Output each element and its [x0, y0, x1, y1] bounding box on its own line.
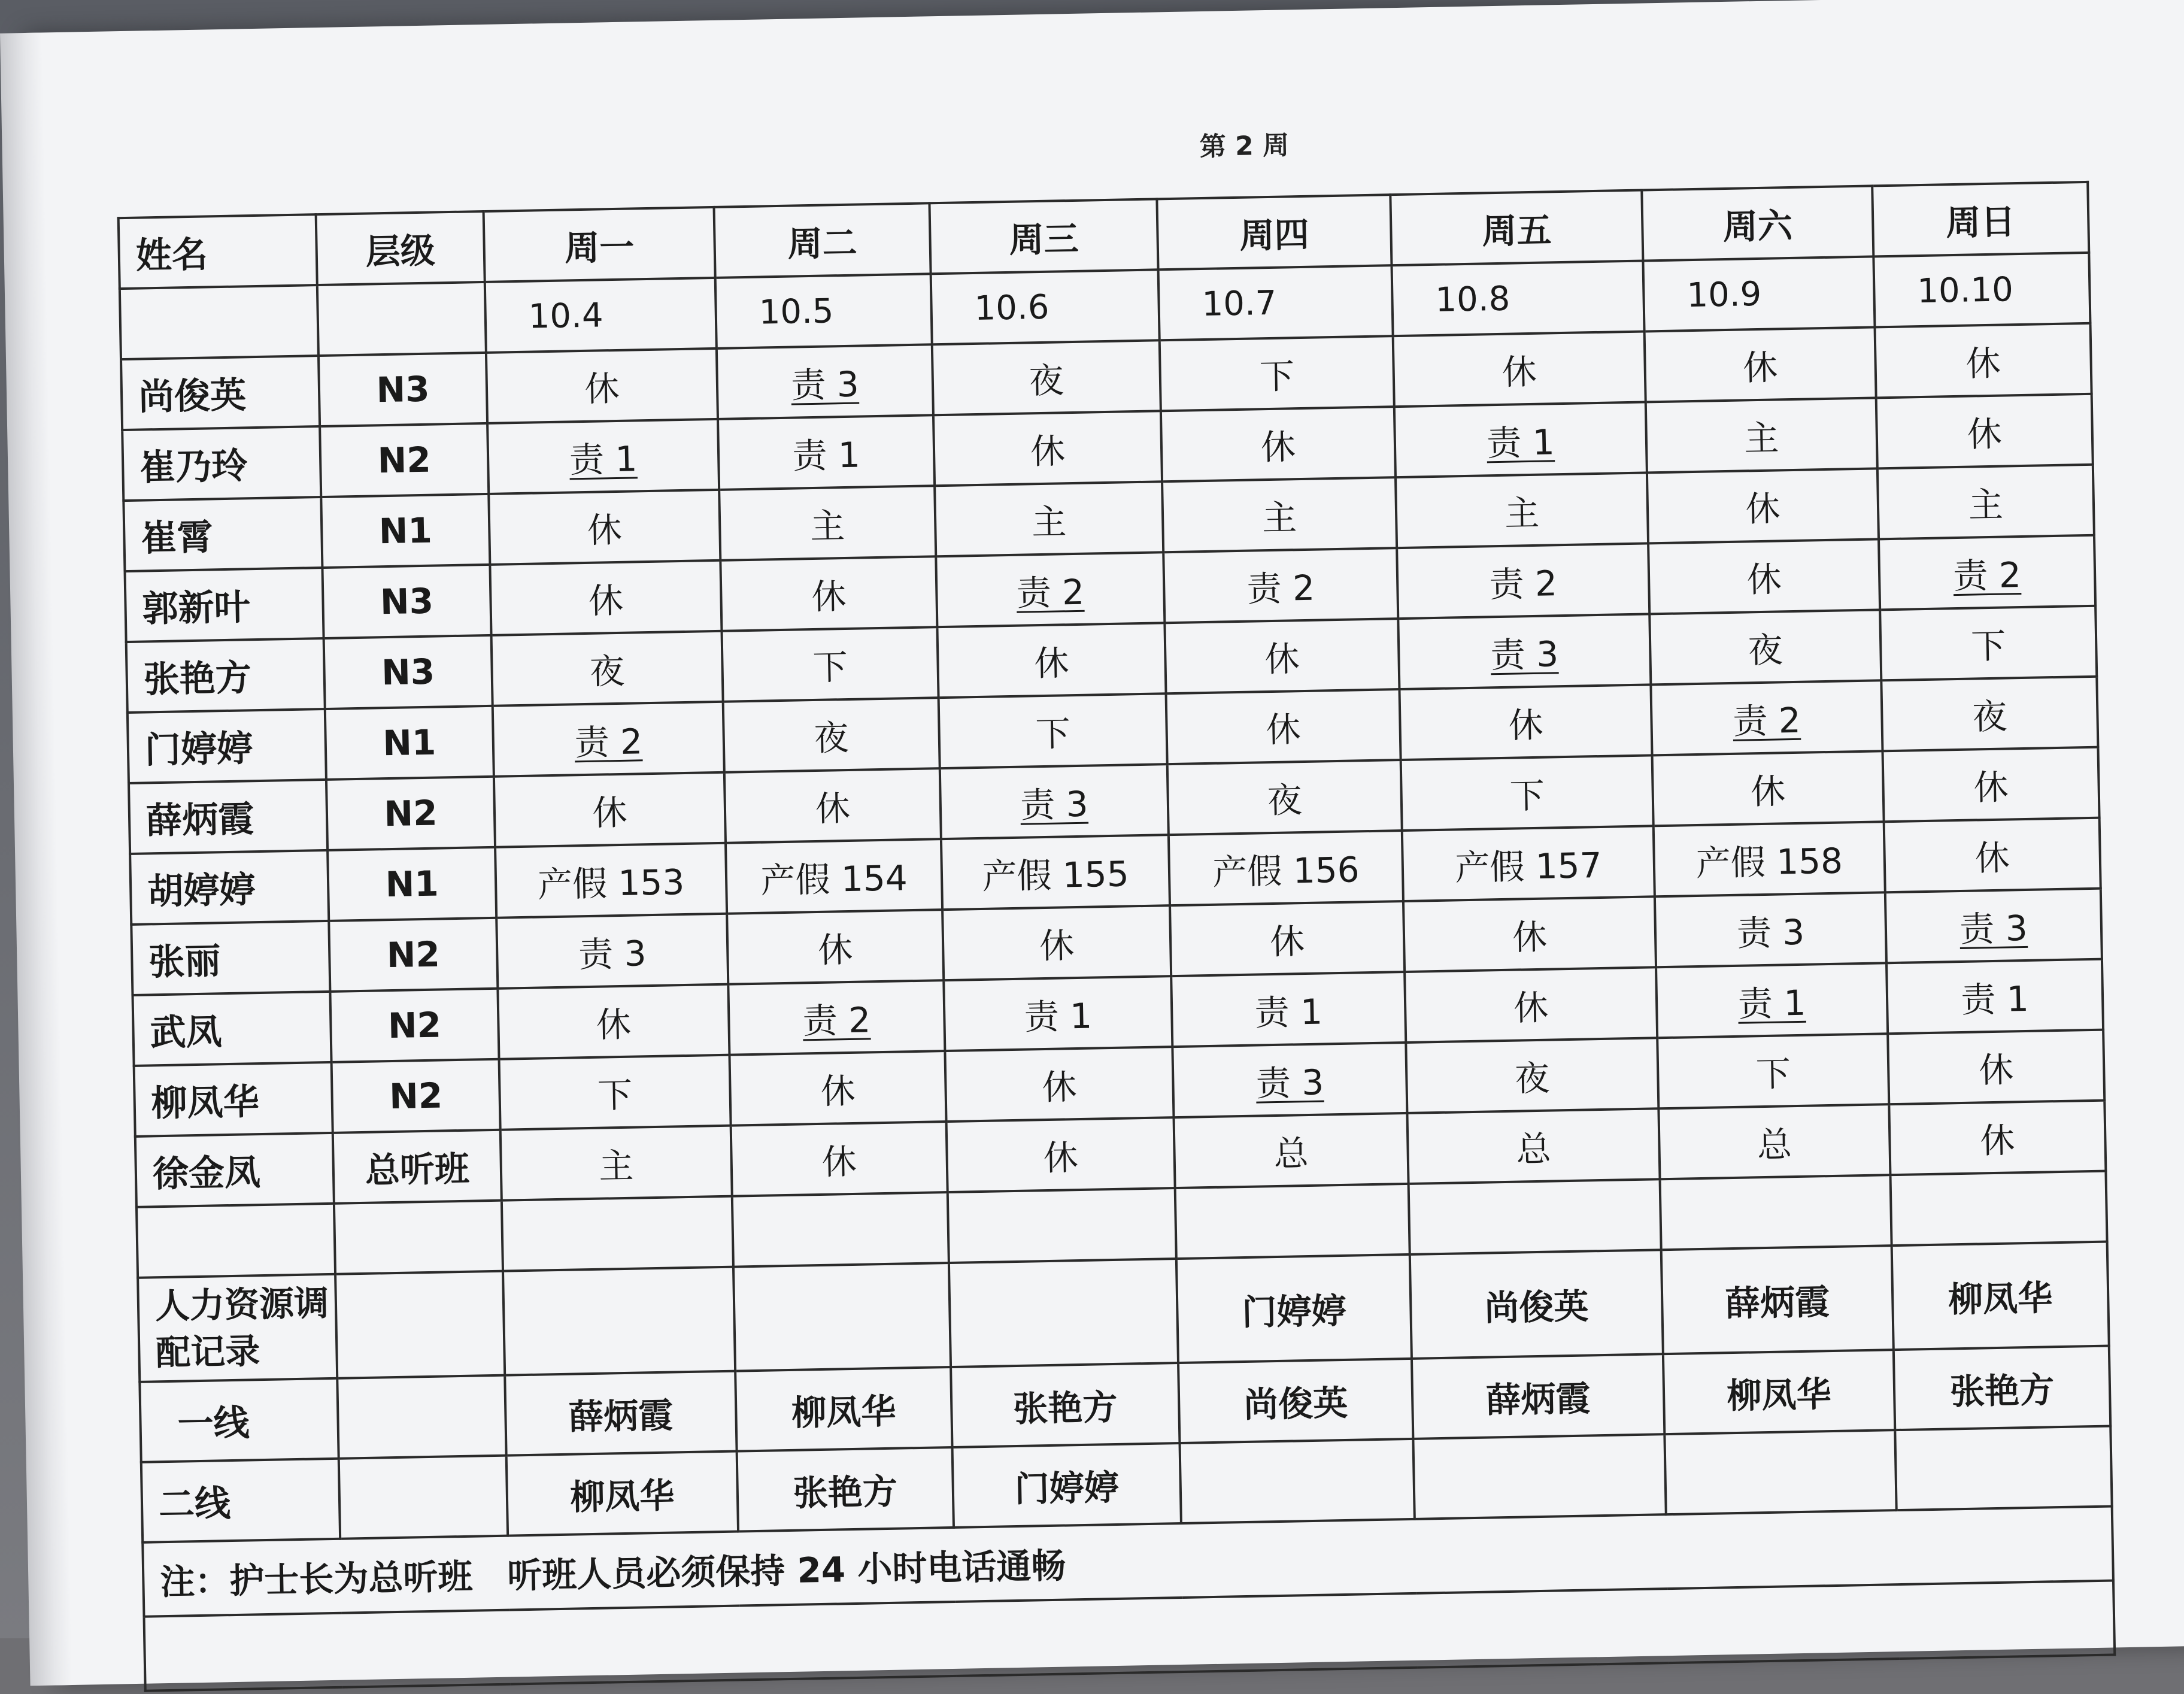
shift-cell [944, 976, 1172, 1051]
shift-text: 下 [1509, 775, 1545, 817]
shift-cell [728, 980, 945, 1055]
staff-name: 张艳方 [126, 638, 325, 713]
shift-cell [1407, 1108, 1660, 1184]
shift-text: 夜 [814, 717, 850, 759]
header-day-5: 周五 [1390, 190, 1643, 266]
shift-cell [726, 839, 942, 914]
shift-text: 休 [1742, 347, 1778, 389]
shift-text: 夜 [1971, 696, 2008, 738]
shift-text: 休 [596, 1004, 632, 1046]
date-blank-1 [120, 285, 318, 359]
shift-cell [731, 1122, 948, 1196]
shift-cell [486, 349, 718, 423]
shift-text: 下 [597, 1074, 633, 1116]
shift-text: 主 [598, 1145, 634, 1187]
hr-cell [503, 1267, 735, 1375]
shift-text: 休 [1979, 1120, 2016, 1162]
blank-cell [1660, 1175, 1892, 1250]
shift-cell [1886, 959, 2103, 1034]
hr-cell: 柳凤华 [1892, 1242, 2109, 1350]
shift-cell [1652, 751, 1884, 826]
shift-cell [489, 490, 720, 565]
first-line-cell: 张艳方 [1894, 1346, 2110, 1431]
header-day-7: 周日 [1872, 182, 2089, 257]
blank-cell [1409, 1179, 1661, 1254]
shift-text: 责 1 [569, 438, 638, 481]
shift-text: 休 [1030, 431, 1066, 472]
shift-cell [1396, 472, 1648, 548]
staff-name: 柳凤华 [134, 1062, 333, 1137]
shift-text: 责 3 [1736, 911, 1805, 954]
shift-cell [1397, 543, 1649, 619]
shift-cell [942, 905, 1171, 980]
shift-text: 休 [820, 1070, 856, 1112]
shift-cell [1172, 1043, 1407, 1117]
shift-text: 责 1 [1024, 995, 1093, 1038]
hr-label: 人力资源调配记录 [138, 1274, 337, 1382]
staff-name: 武凤 [132, 992, 331, 1066]
staff-name: 徐金凤 [135, 1133, 334, 1207]
staff-name: 门婷婷 [128, 709, 326, 783]
first-line-cell: 柳凤华 [1663, 1350, 1895, 1434]
shift-cell [1405, 967, 1657, 1043]
shift-text: 责 3 [1020, 783, 1089, 826]
shift-text: 责 2 [1016, 571, 1085, 614]
second-line-blank [339, 1456, 508, 1539]
shift-text: 休 [1043, 1137, 1079, 1179]
shift-text: 休 [1978, 1049, 2014, 1091]
shift-cell [1651, 680, 1882, 755]
hr-cell: 薛炳霞 [1661, 1246, 1894, 1354]
staff-level: N3 [324, 635, 493, 709]
shift-cell [1876, 394, 2093, 469]
shift-text: 休 [1974, 837, 2010, 879]
shift-cell [936, 552, 1164, 627]
shift-cell [933, 411, 1162, 486]
shift-text: 休 [1967, 413, 2003, 455]
shift-cell [1169, 831, 1403, 905]
staff-name: 胡婷婷 [130, 850, 329, 925]
shift-text: 休 [588, 580, 624, 622]
paper-sheet [24, 0, 2184, 1686]
shift-text: 休 [587, 509, 623, 551]
shift-cell [1170, 901, 1405, 976]
second-line-cell [1413, 1434, 1666, 1519]
shift-text: 夜 [1029, 360, 1064, 402]
blank-cell [1890, 1171, 2107, 1246]
blank-cell [502, 1196, 733, 1271]
date-4: 10.7 [1158, 265, 1393, 340]
shift-cell [496, 914, 728, 989]
shift-cell [492, 631, 723, 706]
hr-cell: 门婷婷 [1176, 1254, 1412, 1363]
first-line-cell: 薛炳霞 [1412, 1354, 1664, 1439]
shift-cell [1646, 398, 1877, 472]
shift-text: 责 2 [1732, 699, 1801, 742]
shift-cell [495, 843, 727, 918]
shift-text: 主 [1031, 501, 1067, 543]
staff-level: N2 [330, 989, 499, 1062]
shift-text: 产假 155 [981, 853, 1130, 897]
second-line-cell [1664, 1430, 1896, 1514]
shift-cell [1393, 331, 1646, 407]
shift-cell [720, 556, 937, 631]
shift-text: 责 2 [802, 999, 871, 1042]
header-day-3: 周三 [929, 199, 1158, 274]
staff-level: N1 [325, 706, 494, 780]
shift-text: 休 [1973, 766, 2009, 808]
shift-cell [500, 1126, 732, 1201]
shift-cell [1403, 896, 1656, 972]
shift-text: 夜 [1267, 780, 1303, 822]
shift-cell [1166, 689, 1401, 764]
first-line-cell: 柳凤华 [735, 1367, 952, 1451]
shift-cell [493, 702, 724, 777]
shift-cell [1884, 818, 2101, 893]
staff-name: 张丽 [131, 921, 330, 995]
shift-text: 责 3 [1959, 907, 2028, 950]
page-title: 第 2 周 [1199, 130, 1290, 163]
second-line-cell: 张艳方 [737, 1447, 954, 1532]
second-line-cell [1895, 1426, 2112, 1511]
date-2: 10.5 [715, 274, 932, 349]
shift-text: 休 [1513, 987, 1549, 1029]
shift-text: 休 [1750, 771, 1786, 813]
shift-text: 责 2 [1246, 567, 1315, 610]
shift-text: 休 [1264, 638, 1300, 680]
schedule-body [119, 182, 2115, 1691]
shift-cell [487, 419, 719, 494]
shift-cell [1398, 614, 1651, 689]
blank-cell [732, 1192, 949, 1267]
date-1: 10.4 [485, 278, 717, 353]
staff-level: N2 [320, 423, 489, 497]
staff-level: N2 [329, 918, 498, 992]
shift-text: 产假 157 [1454, 844, 1603, 889]
staff-name: 尚俊英 [121, 356, 320, 430]
shift-text: 休 [1269, 921, 1305, 963]
shift-text: 责 1 [1737, 982, 1806, 1025]
shift-cell [1401, 755, 1654, 831]
shift-cell [1645, 327, 1876, 402]
staff-name: 薛炳霞 [129, 780, 327, 854]
shift-text: 休 [811, 575, 847, 618]
shift-text: 休 [1039, 925, 1075, 967]
shift-cell [723, 698, 940, 772]
shift-cell [937, 623, 1166, 698]
shift-text: 休 [1745, 488, 1781, 530]
shift-cell [1880, 606, 2097, 681]
second-line-cell [1179, 1439, 1414, 1523]
shift-text: 休 [1746, 559, 1782, 601]
shift-text: 总 [1273, 1133, 1309, 1175]
staff-name: 崔霄 [123, 497, 322, 571]
shift-text: 休 [1260, 426, 1296, 468]
shift-cell [1160, 336, 1394, 411]
header-day-1: 周一 [484, 207, 715, 282]
shift-text: 总 [1757, 1124, 1792, 1166]
date-blank-2 [317, 282, 486, 356]
shift-cell [1402, 826, 1655, 901]
date-7: 10.10 [1873, 253, 2090, 328]
shift-text: 责 2 [1952, 554, 2022, 597]
shift-text: 责 2 [574, 721, 643, 763]
shift-cell [1647, 468, 1879, 543]
shift-text: 责 1 [1254, 991, 1323, 1034]
shift-cell [1164, 619, 1399, 693]
header-day-4: 周四 [1157, 195, 1391, 269]
staff-name: 郭新叶 [125, 568, 324, 642]
shift-text: 下 [1755, 1053, 1791, 1095]
shift-text: 产假 156 [1212, 849, 1360, 893]
second-line-label: 二线 [141, 1459, 340, 1543]
staff-level: N1 [321, 494, 490, 568]
shift-text: 休 [584, 368, 620, 410]
shift-text: 休 [592, 792, 628, 834]
hr-cell [949, 1259, 1178, 1367]
shift-cell [1394, 402, 1647, 477]
shift-cell [1656, 963, 1888, 1038]
staff-level: N2 [332, 1059, 500, 1133]
header-name: 姓名 [119, 214, 317, 289]
shift-text: 休 [1502, 351, 1537, 393]
blank-cell [334, 1201, 503, 1274]
shift-cell [721, 627, 938, 702]
shift-cell [498, 984, 729, 1059]
shift-cell [1649, 610, 1881, 684]
shift-cell [1167, 760, 1402, 835]
shift-text: 总 [1515, 1128, 1552, 1170]
shift-text: 主 [1504, 492, 1540, 534]
shift-text: 休 [1033, 643, 1070, 684]
note-text: 注：护士长为总听班 听班人员必须保持 24 小时电话通畅 [142, 1507, 2113, 1617]
shift-text: 责 1 [1486, 422, 1555, 464]
shift-text: 休 [1507, 704, 1544, 746]
shift-text: 休 [1041, 1066, 1078, 1108]
staff-level: N3 [318, 353, 487, 426]
shift-cell [1162, 477, 1397, 552]
shift-cell [1399, 684, 1652, 760]
shift-cell [1655, 892, 1886, 967]
shift-cell [1657, 1034, 1889, 1108]
shift-text: 休 [1266, 709, 1302, 751]
shift-cell [1877, 465, 2094, 540]
shift-text: 夜 [589, 650, 625, 692]
shift-text: 休 [821, 1141, 857, 1183]
shift-text: 主 [809, 505, 845, 547]
shift-cell [718, 415, 935, 490]
date-6: 10.9 [1643, 256, 1874, 331]
shift-cell [1174, 1113, 1409, 1188]
shift-cell [1875, 323, 2092, 398]
shift-cell [1885, 889, 2102, 963]
shift-cell [939, 693, 1167, 768]
shift-cell [1406, 1038, 1658, 1113]
shift-cell [1881, 677, 2098, 751]
blank-cell [136, 1204, 335, 1278]
header-level: 层级 [316, 211, 485, 285]
shift-text: 产假 158 [1695, 840, 1843, 884]
shift-text: 责 1 [1960, 978, 2030, 1020]
shift-text: 主 [1743, 417, 1780, 459]
second-line-cell: 柳凤华 [506, 1451, 738, 1536]
shift-text: 休 [817, 929, 853, 971]
shift-text: 下 [1259, 356, 1295, 398]
first-line-cell: 尚俊英 [1178, 1359, 1413, 1443]
shift-text: 主 [1968, 484, 2004, 526]
shift-cell [1658, 1104, 1890, 1179]
shift-text: 休 [1512, 916, 1548, 958]
shift-cell [935, 481, 1163, 556]
header-day-6: 周六 [1642, 186, 1873, 260]
shift-cell [1648, 539, 1880, 614]
date-3: 10.6 [931, 269, 1160, 344]
hr-cell: 尚俊英 [1410, 1250, 1663, 1359]
shift-cell [1879, 535, 2095, 610]
shift-cell [724, 768, 941, 843]
shift-text: 休 [1965, 343, 2001, 384]
hr-cell [733, 1263, 951, 1371]
shift-text: 责 3 [790, 363, 860, 406]
shift-text: 夜 [1514, 1057, 1551, 1099]
first-line-cell: 张艳方 [951, 1363, 1179, 1447]
shift-cell [494, 772, 726, 847]
shift-text: 主 [1261, 497, 1297, 539]
shift-text: 下 [812, 646, 848, 689]
shift-cell [1888, 1030, 2104, 1105]
blank-cell [1175, 1184, 1410, 1259]
first-line-label: 一线 [139, 1378, 338, 1462]
shift-text: 责 1 [791, 434, 861, 477]
shift-text: 产假 153 [537, 862, 685, 905]
staff-level: N2 [326, 777, 495, 850]
shift-cell [719, 486, 936, 560]
schedule-table [117, 181, 2116, 1692]
shift-text: 责 3 [1490, 634, 1559, 676]
staff-level: N1 [327, 847, 496, 921]
shift-cell [717, 344, 933, 419]
shift-text: 责 3 [1255, 1062, 1324, 1104]
staff-level: 总听班 [333, 1130, 502, 1204]
header-day-2: 周二 [714, 203, 931, 278]
shift-text: 下 [1970, 625, 2006, 667]
shift-cell [1882, 747, 2099, 822]
shift-cell [499, 1055, 731, 1130]
shift-cell [1161, 407, 1396, 481]
shift-cell [727, 910, 944, 984]
hr-level-blank [335, 1271, 505, 1378]
shift-cell [1163, 548, 1398, 623]
first-line-cell: 薛炳霞 [505, 1371, 736, 1456]
shift-cell [490, 560, 721, 635]
shift-cell [729, 1051, 946, 1126]
shift-text: 产假 154 [760, 857, 908, 901]
date-5: 10.8 [1391, 261, 1644, 337]
blank-cell [948, 1188, 1176, 1263]
shift-cell [932, 340, 1161, 415]
shift-cell [1171, 972, 1406, 1047]
shift-cell [947, 1117, 1175, 1192]
shift-text: 下 [1035, 713, 1071, 755]
staff-level: N3 [322, 565, 491, 638]
first-line-blank [337, 1375, 506, 1459]
shift-text: 休 [815, 787, 851, 829]
shift-cell [940, 764, 1169, 839]
shift-text: 责 2 [1488, 563, 1558, 605]
shift-text: 责 3 [578, 933, 647, 975]
staff-name: 崔乃玲 [122, 426, 321, 501]
shift-cell [945, 1047, 1173, 1122]
shift-cell [1654, 822, 1885, 896]
shift-text: 夜 [1748, 629, 1783, 671]
shift-cell [941, 835, 1170, 910]
second-line-cell: 门婷婷 [953, 1443, 1181, 1528]
shift-cell [1889, 1101, 2106, 1175]
